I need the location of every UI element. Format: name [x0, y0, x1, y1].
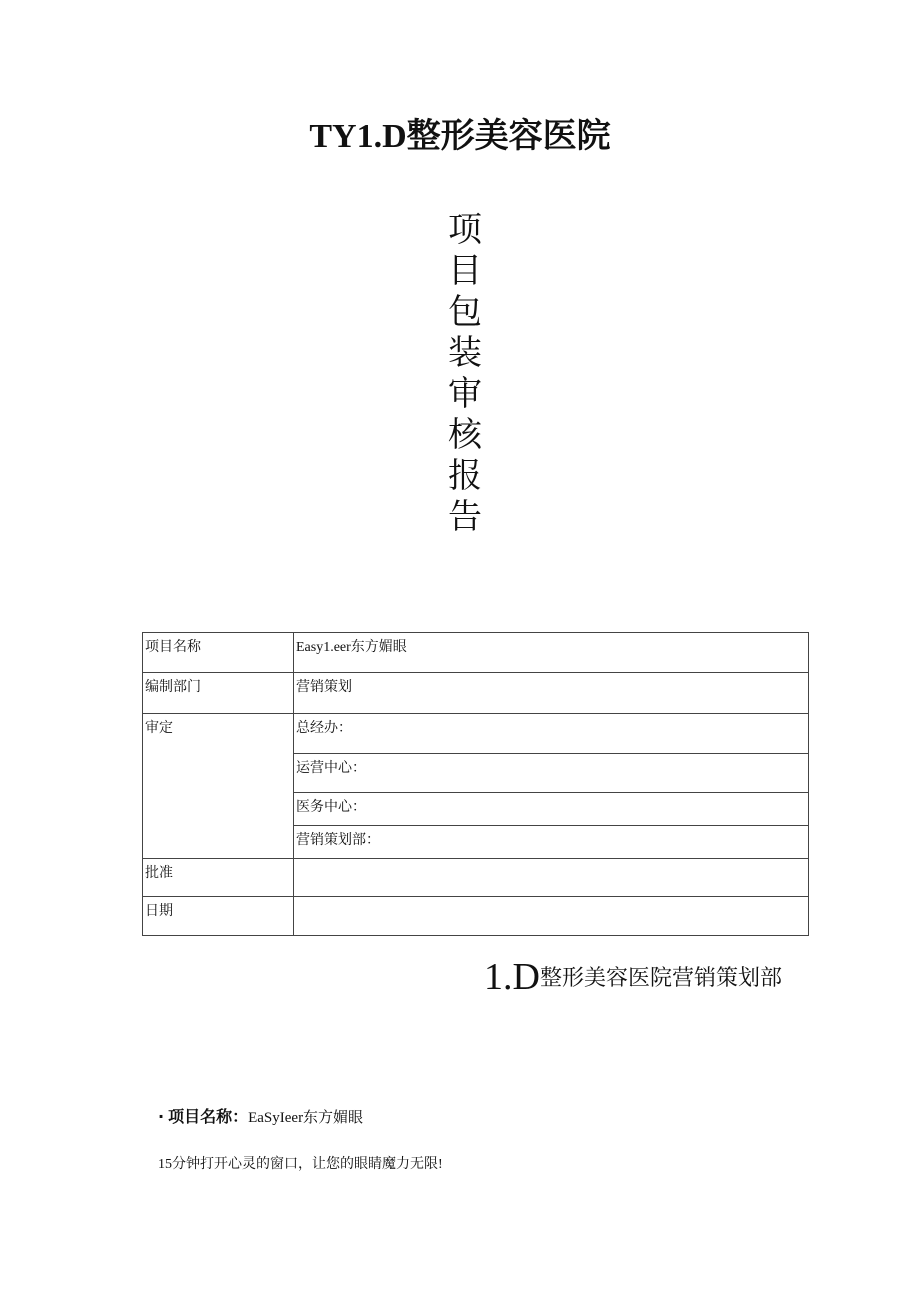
slogan-text: 15分钟打开心灵的窗口，让您的眼睛魔力无限!	[158, 1157, 443, 1172]
table-row	[143, 673, 809, 714]
row-label: 编制部门	[143, 673, 294, 714]
vertical-title-char: 项	[448, 210, 482, 250]
bullet-mark: ·	[158, 1107, 165, 1126]
table-row	[143, 714, 809, 754]
row-sub-value: 总经办：	[294, 714, 809, 754]
row-sub-value: 医务中心：	[294, 793, 809, 826]
vertical-title-char: 目	[448, 251, 482, 291]
row-label: 审定	[143, 714, 294, 859]
vertical-title-char: 审	[448, 374, 482, 414]
row-label: 日期	[143, 897, 294, 936]
document-title: TY1.D整形美容医院	[309, 118, 611, 155]
row-value	[294, 859, 809, 897]
row-sub-value: 运营中心：	[294, 754, 809, 793]
vertical-title-char: 报	[448, 456, 482, 496]
vertical-report-title	[440, 210, 490, 538]
table-row	[143, 859, 809, 897]
table-row	[143, 633, 809, 673]
row-label: 项目名称	[143, 633, 294, 673]
vertical-title-char: 装	[448, 333, 482, 373]
vertical-title-char: 告	[448, 497, 482, 537]
project-info-table	[142, 632, 809, 936]
row-sub-value: 营销策划部：	[294, 826, 809, 859]
department-name: 整形美容医院营销策划部	[539, 966, 782, 991]
row-value: 营销策划	[294, 673, 809, 714]
project-name-value: EaSyIeer东方媚眼	[248, 1110, 364, 1126]
vertical-title-char: 核	[448, 415, 482, 455]
table-row	[143, 897, 809, 936]
project-name-key: 项目名称：	[168, 1107, 249, 1126]
department-prefix: 1.D	[484, 956, 540, 998]
vertical-title-char: 包	[448, 292, 482, 332]
row-value: Easy1.eer东方媚眼	[294, 633, 809, 673]
row-value	[294, 897, 809, 936]
project-name-line	[158, 1104, 363, 1127]
row-label: 批准	[143, 859, 294, 897]
department-signature	[484, 955, 782, 999]
